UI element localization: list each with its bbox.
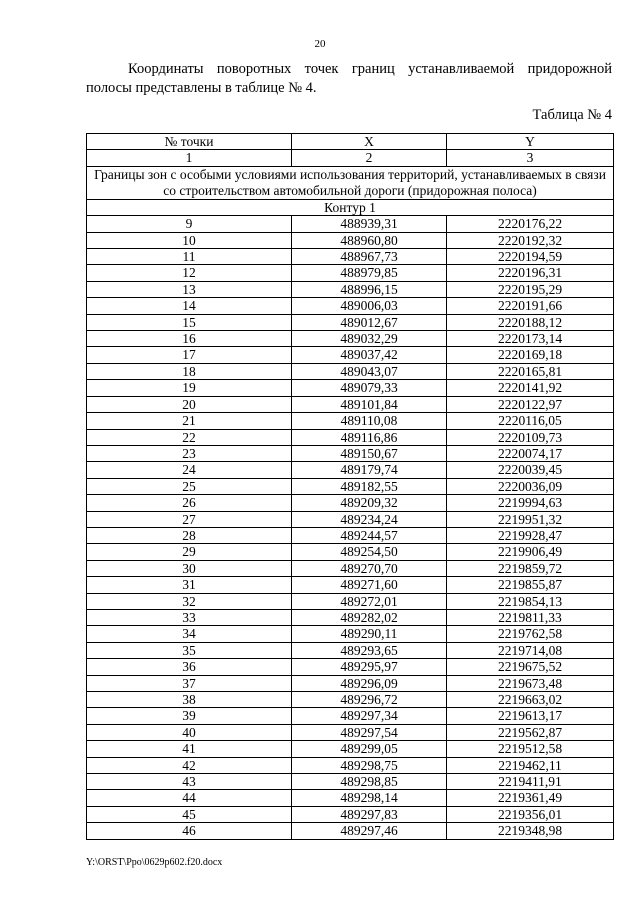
table-row — [87, 692, 614, 708]
table-row — [87, 593, 614, 609]
column-number-1: 1 — [87, 150, 292, 166]
y-coordinate-cell: 2219994,63 — [447, 495, 614, 511]
point-number-cell: 32 — [87, 593, 292, 609]
point-number-cell: 19 — [87, 380, 292, 396]
y-coordinate-cell: 2219714,08 — [447, 642, 614, 658]
page-number: 20 — [314, 38, 326, 50]
section-title: Границы зон с особыми условиями использования территорий, устанавливаемых в связи со строительством автомобильной дороги (придорожная полоса) — [87, 166, 614, 199]
x-coordinate-cell: 489006,03 — [292, 298, 447, 314]
y-coordinate-cell: 2220165,81 — [447, 363, 614, 379]
x-coordinate-cell: 489150,67 — [292, 445, 447, 461]
point-number-cell: 44 — [87, 790, 292, 806]
point-number-cell: 16 — [87, 331, 292, 347]
x-coordinate-cell: 489101,84 — [292, 396, 447, 412]
y-coordinate-cell: 2219855,87 — [447, 577, 614, 593]
x-coordinate-cell: 489298,85 — [292, 774, 447, 790]
y-coordinate-cell: 2220192,32 — [447, 232, 614, 248]
point-number-cell: 17 — [87, 347, 292, 363]
point-number-cell: 12 — [87, 265, 292, 281]
x-coordinate-cell: 489032,29 — [292, 331, 447, 347]
x-coordinate-cell: 489290,11 — [292, 626, 447, 642]
table-row — [87, 429, 614, 445]
table-row — [87, 265, 614, 281]
point-number-cell: 34 — [87, 626, 292, 642]
x-coordinate-cell: 488979,85 — [292, 265, 447, 281]
table-row — [87, 544, 614, 560]
table-row — [87, 774, 614, 790]
x-coordinate-cell: 489295,97 — [292, 659, 447, 675]
x-coordinate-cell: 488996,15 — [292, 281, 447, 297]
intro-paragraph: Координаты поворотных точек границ устанавливаемой придорожной полосы представлены в таблице № 4. — [86, 61, 612, 96]
table-row — [87, 609, 614, 625]
x-coordinate-cell: 489179,74 — [292, 462, 447, 478]
x-coordinate-cell: 489296,72 — [292, 692, 447, 708]
column-number-2: 2 — [292, 150, 447, 166]
point-number-cell: 41 — [87, 741, 292, 757]
point-number-cell: 23 — [87, 445, 292, 461]
x-coordinate-cell: 488960,80 — [292, 232, 447, 248]
y-coordinate-cell: 2220188,12 — [447, 314, 614, 330]
table-row — [87, 626, 614, 642]
x-coordinate-cell: 489298,75 — [292, 757, 447, 773]
x-coordinate-cell: 489272,01 — [292, 593, 447, 609]
y-coordinate-cell: 2219562,87 — [447, 724, 614, 740]
table-row — [87, 363, 614, 379]
point-number-cell: 11 — [87, 249, 292, 265]
x-coordinate-cell: 489293,65 — [292, 642, 447, 658]
y-coordinate-cell: 2219613,17 — [447, 708, 614, 724]
y-coordinate-cell: 2219411,91 — [447, 774, 614, 790]
table-row — [87, 445, 614, 461]
x-coordinate-cell: 489116,86 — [292, 429, 447, 445]
point-number-cell: 28 — [87, 527, 292, 543]
y-coordinate-cell: 2219361,49 — [447, 790, 614, 806]
table-row — [87, 757, 614, 773]
y-coordinate-cell: 2219928,47 — [447, 527, 614, 543]
table-row — [87, 527, 614, 543]
point-number-cell: 30 — [87, 560, 292, 576]
header-y: Y — [447, 134, 614, 150]
point-number-cell: 31 — [87, 577, 292, 593]
y-coordinate-cell: 2220194,59 — [447, 249, 614, 265]
table-row — [87, 642, 614, 658]
point-number-cell: 37 — [87, 675, 292, 691]
x-coordinate-cell: 489296,09 — [292, 675, 447, 691]
footer-file-path: Y:\ORST\Ppo\0629p602.f20.docx — [86, 857, 223, 868]
table-row — [87, 347, 614, 363]
x-coordinate-cell: 489270,70 — [292, 560, 447, 576]
point-number-cell: 25 — [87, 478, 292, 494]
table-row — [87, 741, 614, 757]
y-coordinate-cell: 2219854,13 — [447, 593, 614, 609]
contour-label: Контур 1 — [87, 199, 614, 215]
y-coordinate-cell: 2220036,09 — [447, 478, 614, 494]
table-row — [87, 511, 614, 527]
contour-row — [87, 199, 614, 215]
point-number-cell: 27 — [87, 511, 292, 527]
y-coordinate-cell: 2220116,05 — [447, 413, 614, 429]
x-coordinate-cell: 489043,07 — [292, 363, 447, 379]
x-coordinate-cell: 489182,55 — [292, 478, 447, 494]
point-number-cell: 26 — [87, 495, 292, 511]
table-row — [87, 314, 614, 330]
table-row — [87, 675, 614, 691]
y-coordinate-cell: 2220141,92 — [447, 380, 614, 396]
x-coordinate-cell: 489234,24 — [292, 511, 447, 527]
y-coordinate-cell: 2220074,17 — [447, 445, 614, 461]
table-row — [87, 495, 614, 511]
y-coordinate-cell: 2219811,33 — [447, 609, 614, 625]
y-coordinate-cell: 2219673,48 — [447, 675, 614, 691]
table-row — [87, 823, 614, 839]
point-number-cell: 21 — [87, 413, 292, 429]
point-number-cell: 10 — [87, 232, 292, 248]
y-coordinate-cell: 2219462,11 — [447, 757, 614, 773]
table-row — [87, 462, 614, 478]
coordinates-table — [86, 133, 614, 840]
point-number-cell: 45 — [87, 806, 292, 822]
point-number-cell: 35 — [87, 642, 292, 658]
table-row — [87, 281, 614, 297]
x-coordinate-cell: 489297,54 — [292, 724, 447, 740]
point-number-cell: 43 — [87, 774, 292, 790]
y-coordinate-cell: 2219663,02 — [447, 692, 614, 708]
table-row — [87, 577, 614, 593]
y-coordinate-cell: 2220196,31 — [447, 265, 614, 281]
y-coordinate-cell: 2219859,72 — [447, 560, 614, 576]
point-number-cell: 40 — [87, 724, 292, 740]
table-row — [87, 560, 614, 576]
point-number-cell: 13 — [87, 281, 292, 297]
point-number-cell: 18 — [87, 363, 292, 379]
x-coordinate-cell: 489110,08 — [292, 413, 447, 429]
y-coordinate-cell: 2220176,22 — [447, 216, 614, 232]
y-coordinate-cell: 2220191,66 — [447, 298, 614, 314]
point-number-cell: 38 — [87, 692, 292, 708]
x-coordinate-cell: 489297,34 — [292, 708, 447, 724]
x-coordinate-cell: 488939,31 — [292, 216, 447, 232]
section-title-row — [87, 166, 614, 199]
table-row — [87, 396, 614, 412]
x-coordinate-cell: 489244,57 — [292, 527, 447, 543]
x-coordinate-cell: 488967,73 — [292, 249, 447, 265]
y-coordinate-cell: 2220173,14 — [447, 331, 614, 347]
table-row — [87, 380, 614, 396]
x-coordinate-cell: 489271,60 — [292, 577, 447, 593]
table-row — [87, 331, 614, 347]
x-coordinate-cell: 489079,33 — [292, 380, 447, 396]
table-row — [87, 249, 614, 265]
column-number-3: 3 — [447, 150, 614, 166]
x-coordinate-cell: 489282,02 — [292, 609, 447, 625]
table-row — [87, 413, 614, 429]
point-number-cell: 24 — [87, 462, 292, 478]
y-coordinate-cell: 2219512,58 — [447, 741, 614, 757]
table-caption: Таблица № 4 — [532, 107, 612, 123]
point-number-cell: 20 — [87, 396, 292, 412]
point-number-cell: 14 — [87, 298, 292, 314]
x-coordinate-cell: 489297,83 — [292, 806, 447, 822]
y-coordinate-cell: 2219675,52 — [447, 659, 614, 675]
table-row — [87, 659, 614, 675]
point-number-cell: 29 — [87, 544, 292, 560]
header-point-number: № точки — [87, 134, 292, 150]
point-number-cell: 46 — [87, 823, 292, 839]
header-x: X — [292, 134, 447, 150]
table-row — [87, 724, 614, 740]
x-coordinate-cell: 489012,67 — [292, 314, 447, 330]
y-coordinate-cell: 2219356,01 — [447, 806, 614, 822]
point-number-cell: 42 — [87, 757, 292, 773]
table-row — [87, 232, 614, 248]
x-coordinate-cell: 489209,32 — [292, 495, 447, 511]
coordinates-body — [87, 216, 614, 839]
x-coordinate-cell: 489254,50 — [292, 544, 447, 560]
point-number-cell: 33 — [87, 609, 292, 625]
y-coordinate-cell: 2220039,45 — [447, 462, 614, 478]
table-row — [87, 806, 614, 822]
y-coordinate-cell: 2220169,18 — [447, 347, 614, 363]
point-number-cell: 9 — [87, 216, 292, 232]
point-number-cell: 39 — [87, 708, 292, 724]
table-row — [87, 708, 614, 724]
y-coordinate-cell: 2219348,98 — [447, 823, 614, 839]
point-number-cell: 36 — [87, 659, 292, 675]
header-row — [87, 134, 614, 150]
y-coordinate-cell: 2219906,49 — [447, 544, 614, 560]
x-coordinate-cell: 489298,14 — [292, 790, 447, 806]
y-coordinate-cell: 2219762,58 — [447, 626, 614, 642]
column-number-row — [87, 150, 614, 166]
table-row — [87, 478, 614, 494]
x-coordinate-cell: 489299,05 — [292, 741, 447, 757]
point-number-cell: 22 — [87, 429, 292, 445]
point-number-cell: 15 — [87, 314, 292, 330]
table-row — [87, 216, 614, 232]
x-coordinate-cell: 489297,46 — [292, 823, 447, 839]
y-coordinate-cell: 2220109,73 — [447, 429, 614, 445]
table-row — [87, 790, 614, 806]
y-coordinate-cell: 2220122,97 — [447, 396, 614, 412]
y-coordinate-cell: 2219951,32 — [447, 511, 614, 527]
x-coordinate-cell: 489037,42 — [292, 347, 447, 363]
table-row — [87, 298, 614, 314]
y-coordinate-cell: 2220195,29 — [447, 281, 614, 297]
